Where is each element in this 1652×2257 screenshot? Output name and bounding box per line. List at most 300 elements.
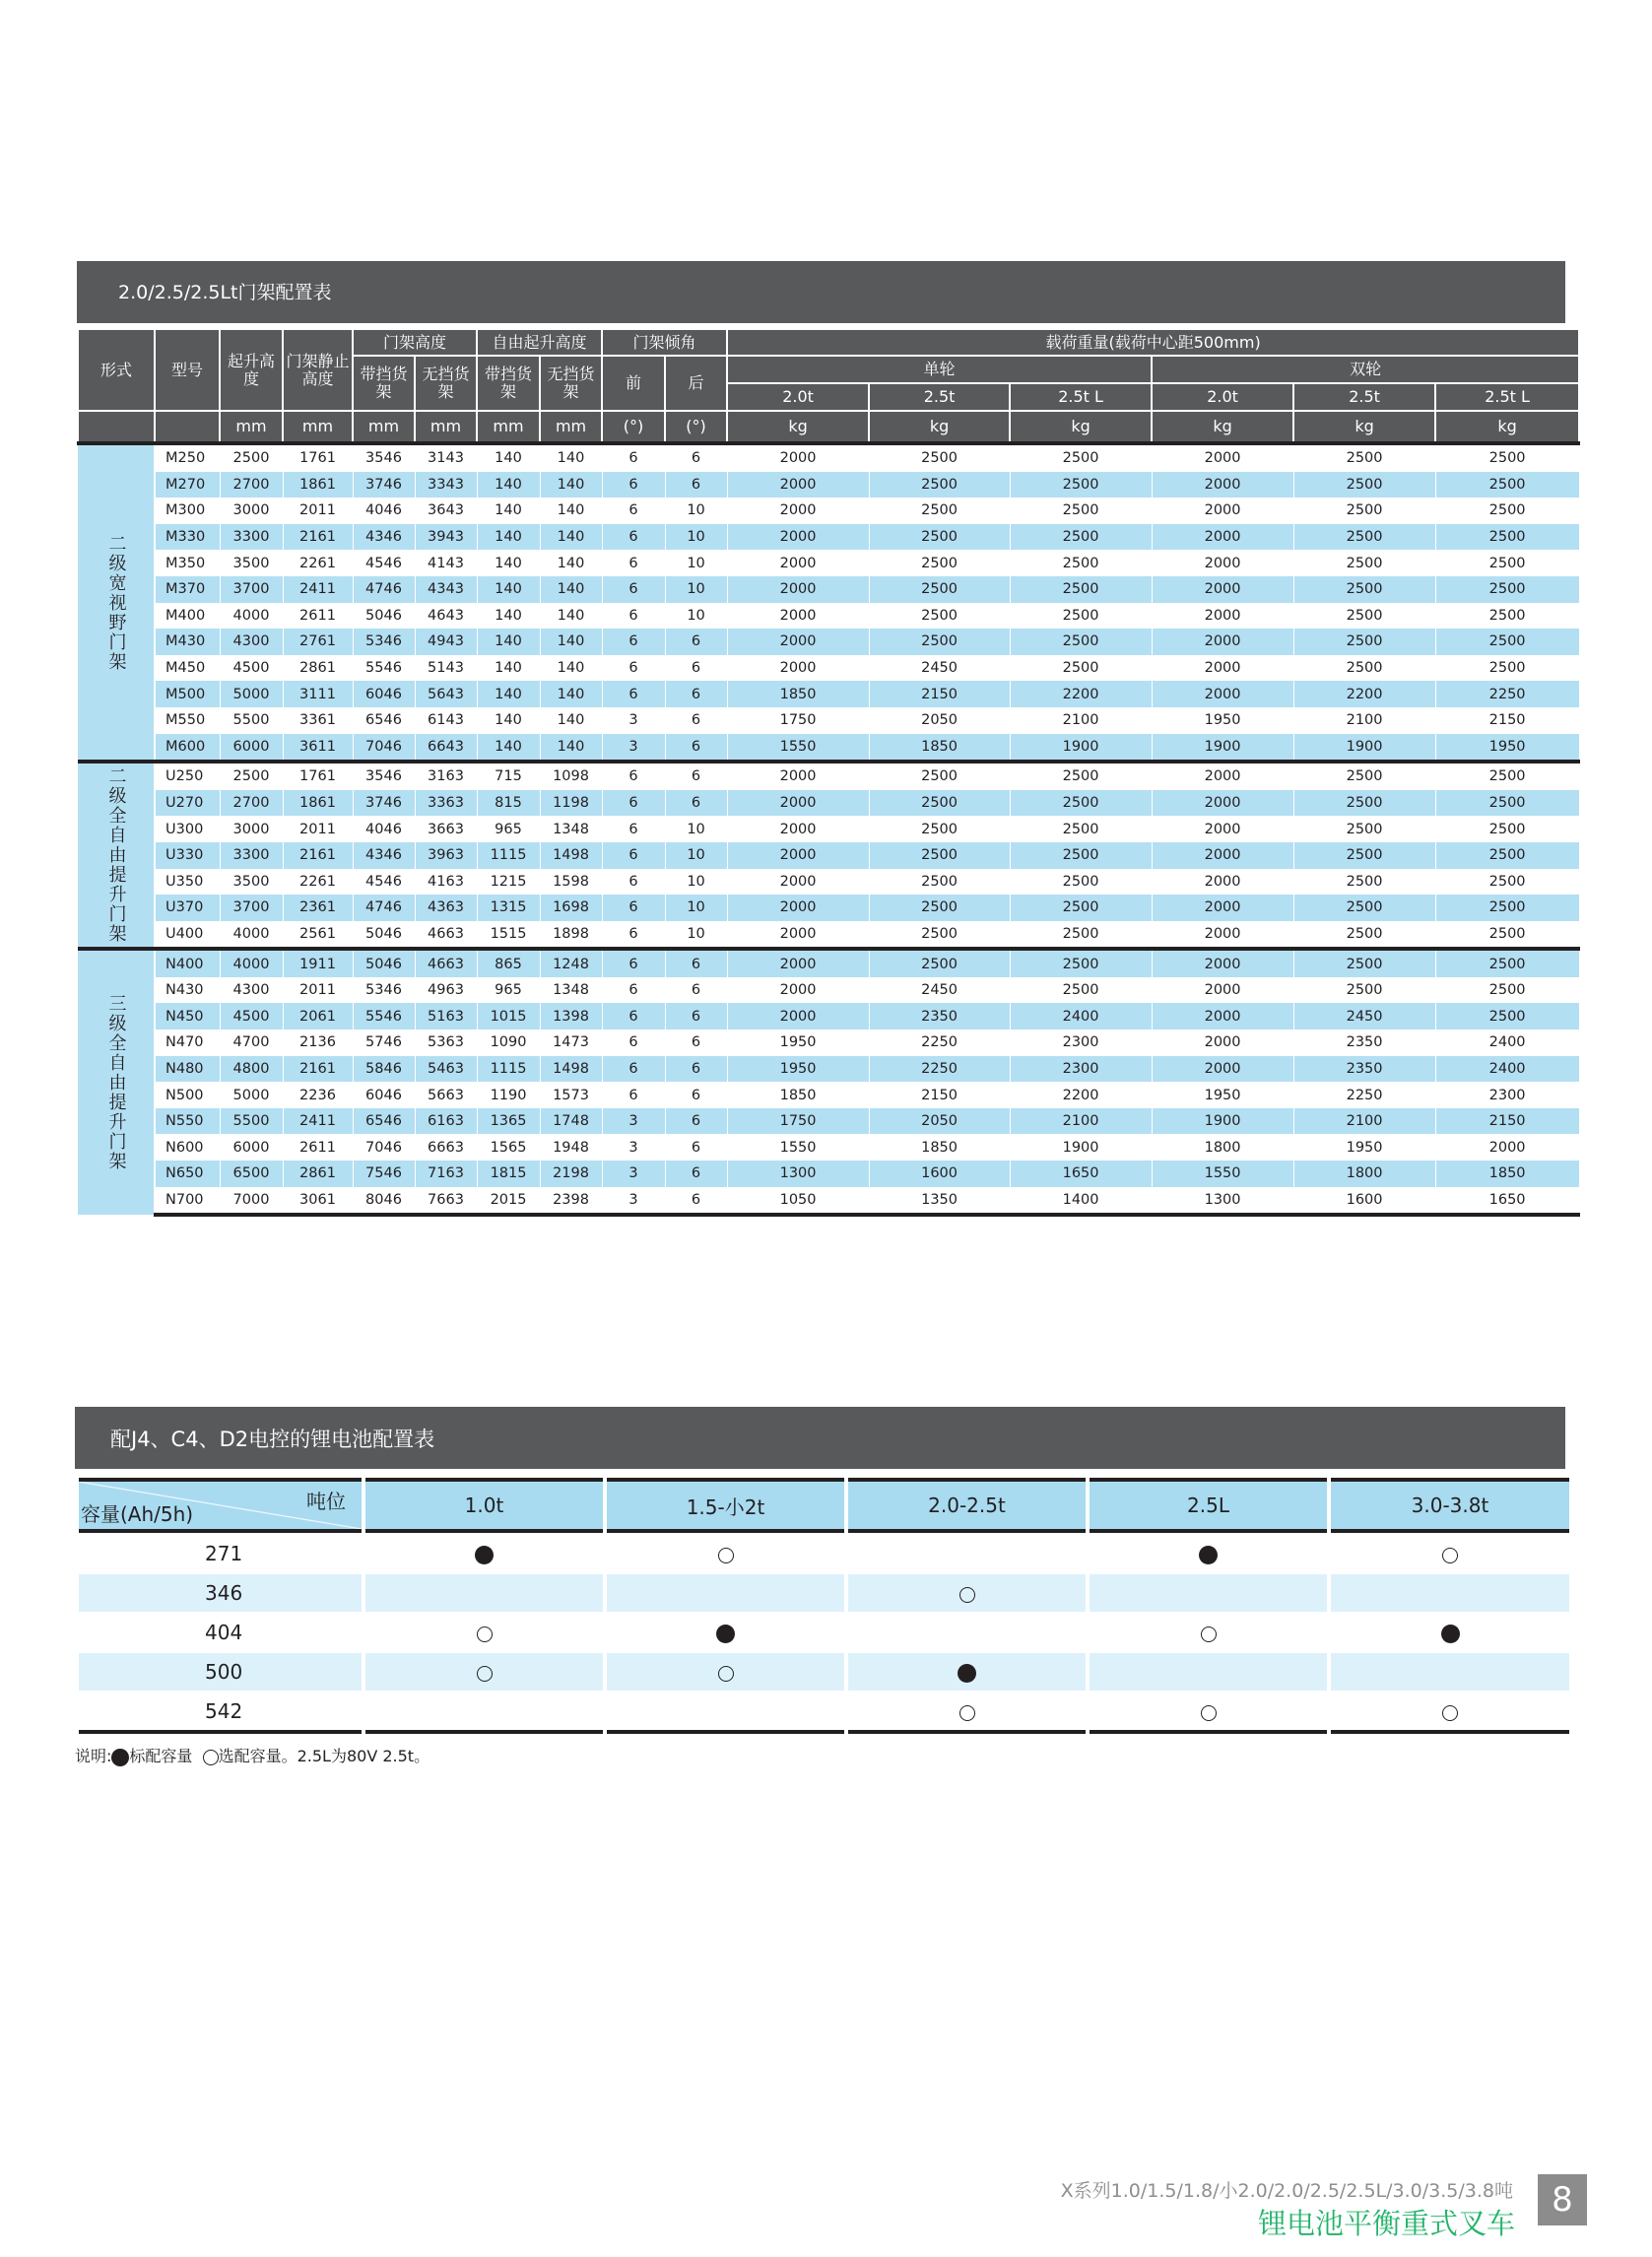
header-double-wheel: 双轮 xyxy=(1152,356,1579,383)
value-cell: 1800 xyxy=(1152,1134,1293,1161)
value-cell: 2500 xyxy=(1010,472,1152,498)
hollow-circle-icon xyxy=(718,1666,734,1682)
value-cell: 2500 xyxy=(869,603,1010,630)
value-cell: 6046 xyxy=(353,1082,415,1108)
mark-cell xyxy=(848,1533,1086,1572)
battery-col-header: 2.0-2.5t xyxy=(848,1478,1086,1533)
table-row xyxy=(78,842,1579,869)
battery-row xyxy=(79,1572,1569,1612)
value-cell: 2500 xyxy=(1010,977,1152,1004)
header-form: 形式 xyxy=(78,329,155,411)
value-cell: 965 xyxy=(477,816,540,842)
value-cell: 2061 xyxy=(283,1003,353,1029)
value-cell: 10 xyxy=(665,550,727,576)
battery-row xyxy=(79,1533,1569,1572)
value-cell: 2000 xyxy=(1152,629,1293,655)
value-cell: 1861 xyxy=(283,472,353,498)
value-cell: 6643 xyxy=(415,734,477,763)
value-cell: 1650 xyxy=(1435,1187,1579,1216)
value-cell: 2011 xyxy=(283,816,353,842)
value-cell: 1761 xyxy=(283,443,353,472)
value-cell: 6546 xyxy=(353,707,415,734)
value-cell: 140 xyxy=(477,707,540,734)
value-cell: 1348 xyxy=(540,816,602,842)
value-cell: 2500 xyxy=(1435,816,1579,842)
value-cell: 6 xyxy=(665,681,727,707)
mark-cell xyxy=(848,1691,1086,1734)
value-cell: 6 xyxy=(665,1161,727,1187)
table-row xyxy=(78,1134,1579,1161)
value-cell: 2500 xyxy=(1293,524,1435,551)
value-cell: 2000 xyxy=(1152,895,1293,921)
value-cell: 140 xyxy=(540,498,602,524)
value-cell: 6 xyxy=(665,1082,727,1108)
mark-cell xyxy=(1090,1572,1327,1612)
mark-cell xyxy=(365,1691,603,1734)
value-cell: 6 xyxy=(665,1029,727,1056)
table-row xyxy=(78,576,1579,603)
value-cell: 1573 xyxy=(540,1082,602,1108)
value-cell: 2500 xyxy=(869,524,1010,551)
table-row xyxy=(78,443,1579,472)
value-cell: 6 xyxy=(665,762,727,790)
legend-note xyxy=(75,1744,430,1766)
model-cell: M330 xyxy=(155,524,220,551)
header-cap-col: 2.0t xyxy=(727,383,869,411)
table-row xyxy=(78,816,1579,842)
header-unit-blank xyxy=(155,411,220,443)
value-cell: 2261 xyxy=(283,869,353,896)
value-cell: 2000 xyxy=(727,842,869,869)
value-cell: 6 xyxy=(665,790,727,817)
value-cell: 5163 xyxy=(415,1003,477,1029)
value-cell: 2500 xyxy=(1435,869,1579,896)
value-cell: 3500 xyxy=(220,869,283,896)
header-unit: mm xyxy=(540,411,602,443)
mast-table-header xyxy=(78,329,1579,443)
value-cell: 6 xyxy=(602,949,665,977)
value-cell: 140 xyxy=(477,524,540,551)
value-cell: 3163 xyxy=(415,762,477,790)
mark-cell xyxy=(607,1612,844,1651)
value-cell: 4746 xyxy=(353,576,415,603)
value-cell: 4343 xyxy=(415,576,477,603)
value-cell: 2861 xyxy=(283,1161,353,1187)
battery-table-body xyxy=(79,1533,1569,1734)
value-cell: 2000 xyxy=(727,790,869,817)
value-cell: 3111 xyxy=(283,681,353,707)
battery-table-title-bar xyxy=(75,1407,1565,1469)
value-cell: 1498 xyxy=(540,1056,602,1083)
value-cell: 2500 xyxy=(1293,977,1435,1004)
value-cell: 2500 xyxy=(1435,576,1579,603)
value-cell: 2000 xyxy=(1152,550,1293,576)
value-cell: 3 xyxy=(602,1108,665,1135)
value-cell: 2500 xyxy=(1435,498,1579,524)
value-cell: 4346 xyxy=(353,524,415,551)
value-cell: 10 xyxy=(665,576,727,603)
value-cell: 1950 xyxy=(1152,707,1293,734)
header-unit-blank xyxy=(78,411,155,443)
value-cell: 3746 xyxy=(353,790,415,817)
model-cell: M550 xyxy=(155,707,220,734)
header-mast-with-backrest: 带挡货架 xyxy=(353,356,415,411)
table-row xyxy=(78,734,1579,763)
hollow-circle-icon xyxy=(1201,1705,1217,1721)
value-cell: 2500 xyxy=(1010,603,1152,630)
value-cell: 3963 xyxy=(415,842,477,869)
value-cell: 5046 xyxy=(353,603,415,630)
value-cell: 1911 xyxy=(283,949,353,977)
value-cell: 2000 xyxy=(727,498,869,524)
table-row xyxy=(78,790,1579,817)
value-cell: 6 xyxy=(602,816,665,842)
value-cell: 140 xyxy=(540,472,602,498)
value-cell: 2000 xyxy=(1152,681,1293,707)
value-cell: 6546 xyxy=(353,1108,415,1135)
value-cell: 2500 xyxy=(869,550,1010,576)
value-cell: 2450 xyxy=(869,977,1010,1004)
model-cell: M300 xyxy=(155,498,220,524)
value-cell: 3300 xyxy=(220,842,283,869)
value-cell: 2500 xyxy=(869,869,1010,896)
value-cell: 6 xyxy=(602,443,665,472)
value-cell: 2150 xyxy=(869,1082,1010,1108)
value-cell: 2261 xyxy=(283,550,353,576)
value-cell: 2500 xyxy=(1293,949,1435,977)
value-cell: 1950 xyxy=(1293,1134,1435,1161)
value-cell: 4143 xyxy=(415,550,477,576)
value-cell: 2000 xyxy=(1152,524,1293,551)
table-row xyxy=(78,1003,1579,1029)
value-cell: 2500 xyxy=(869,472,1010,498)
value-cell: 6 xyxy=(665,1108,727,1135)
corner-capacity-label: 容量(Ah/5h) xyxy=(81,1502,194,1526)
value-cell: 6500 xyxy=(220,1161,283,1187)
mast-table-title-bar xyxy=(77,261,1565,323)
value-cell: 6 xyxy=(665,734,727,763)
value-cell: 6 xyxy=(665,655,727,682)
value-cell: 4500 xyxy=(220,1003,283,1029)
value-cell: 1090 xyxy=(477,1029,540,1056)
value-cell: 7546 xyxy=(353,1161,415,1187)
value-cell: 2500 xyxy=(869,576,1010,603)
value-cell: 4300 xyxy=(220,977,283,1004)
value-cell: 6 xyxy=(602,1029,665,1056)
value-cell: 2450 xyxy=(869,655,1010,682)
value-cell: 815 xyxy=(477,790,540,817)
header-model: 型号 xyxy=(155,329,220,411)
header-mast-height: 门架高度 xyxy=(353,329,477,356)
value-cell: 6 xyxy=(665,1187,727,1216)
value-cell: 140 xyxy=(477,734,540,763)
value-cell: 2198 xyxy=(540,1161,602,1187)
header-lowered-height: 门架静止高度 xyxy=(283,329,353,411)
value-cell: 2100 xyxy=(1010,707,1152,734)
value-cell: 6 xyxy=(602,655,665,682)
table-row xyxy=(78,977,1579,1004)
value-cell: 140 xyxy=(540,655,602,682)
value-cell: 2000 xyxy=(727,576,869,603)
value-cell: 2500 xyxy=(1010,869,1152,896)
value-cell: 140 xyxy=(477,655,540,682)
value-cell: 5500 xyxy=(220,1108,283,1135)
hollow-circle-icon xyxy=(203,1750,219,1765)
hollow-circle-icon xyxy=(1201,1626,1217,1642)
value-cell: 2500 xyxy=(1293,816,1435,842)
corner-tonnage-label: 吨位 xyxy=(306,1490,346,1513)
hollow-circle-icon xyxy=(959,1705,975,1721)
model-cell: U400 xyxy=(155,921,220,950)
model-cell: M350 xyxy=(155,550,220,576)
value-cell: 2000 xyxy=(727,816,869,842)
value-cell: 2500 xyxy=(869,816,1010,842)
value-cell: 2150 xyxy=(869,681,1010,707)
page-number: 8 xyxy=(1538,2174,1587,2225)
value-cell: 2000 xyxy=(727,550,869,576)
header-lift-height: 起升高度 xyxy=(220,329,283,411)
value-cell: 2761 xyxy=(283,629,353,655)
value-cell: 5546 xyxy=(353,1003,415,1029)
header-cap-col: 2.0t xyxy=(1152,383,1293,411)
value-cell: 2500 xyxy=(1293,895,1435,921)
value-cell: 3000 xyxy=(220,498,283,524)
value-cell: 3061 xyxy=(283,1187,353,1216)
value-cell: 10 xyxy=(665,895,727,921)
value-cell: 1300 xyxy=(1152,1187,1293,1216)
value-cell: 1800 xyxy=(1293,1161,1435,1187)
mark-cell xyxy=(1331,1691,1569,1734)
value-cell: 4700 xyxy=(220,1029,283,1056)
value-cell: 4546 xyxy=(353,550,415,576)
value-cell: 2000 xyxy=(727,869,869,896)
model-cell: U370 xyxy=(155,895,220,921)
value-cell: 2411 xyxy=(283,576,353,603)
mark-cell xyxy=(1331,1612,1569,1651)
value-cell: 2500 xyxy=(1293,576,1435,603)
value-cell: 6143 xyxy=(415,707,477,734)
value-cell: 6 xyxy=(602,550,665,576)
value-cell: 2500 xyxy=(1293,790,1435,817)
value-cell: 6 xyxy=(602,681,665,707)
value-cell: 2361 xyxy=(283,895,353,921)
value-cell: 6 xyxy=(665,949,727,977)
value-cell: 3 xyxy=(602,1161,665,1187)
value-cell: 3 xyxy=(602,1187,665,1216)
value-cell: 2500 xyxy=(1010,762,1152,790)
value-cell: 2000 xyxy=(727,921,869,950)
value-cell: 1815 xyxy=(477,1161,540,1187)
value-cell: 2400 xyxy=(1435,1056,1579,1083)
value-cell: 2000 xyxy=(727,603,869,630)
filled-circle-icon xyxy=(1199,1546,1218,1564)
header-tilt: 门架倾角 xyxy=(602,329,727,356)
value-cell: 6046 xyxy=(353,681,415,707)
value-cell: 4163 xyxy=(415,869,477,896)
value-cell: 2500 xyxy=(869,498,1010,524)
value-cell: 3 xyxy=(602,734,665,763)
value-cell: 10 xyxy=(665,498,727,524)
capacity-cell: 500 xyxy=(79,1651,362,1691)
value-cell: 2150 xyxy=(1435,707,1579,734)
value-cell: 2350 xyxy=(869,1003,1010,1029)
value-cell: 1600 xyxy=(1293,1187,1435,1216)
filled-circle-icon xyxy=(475,1546,494,1564)
value-cell: 2500 xyxy=(1010,949,1152,977)
value-cell: 3663 xyxy=(415,816,477,842)
value-cell: 1900 xyxy=(1010,1134,1152,1161)
value-cell: 6 xyxy=(665,1003,727,1029)
value-cell: 2250 xyxy=(869,1029,1010,1056)
hollow-circle-icon xyxy=(477,1626,493,1642)
value-cell: 1115 xyxy=(477,842,540,869)
value-cell: 1750 xyxy=(727,1108,869,1135)
hollow-circle-icon xyxy=(1442,1548,1458,1563)
filled-circle-icon xyxy=(958,1664,976,1683)
value-cell: 2000 xyxy=(1152,790,1293,817)
value-cell: 2000 xyxy=(727,762,869,790)
value-cell: 3300 xyxy=(220,524,283,551)
value-cell: 6 xyxy=(602,472,665,498)
header-unit: kg xyxy=(1152,411,1293,443)
value-cell: 6 xyxy=(602,762,665,790)
value-cell: 3643 xyxy=(415,498,477,524)
value-cell: 4943 xyxy=(415,629,477,655)
value-cell: 1861 xyxy=(283,790,353,817)
value-cell: 2500 xyxy=(220,762,283,790)
value-cell: 2100 xyxy=(1010,1108,1152,1135)
header-unit: mm xyxy=(415,411,477,443)
group-label-text: 二级宽视野门架 xyxy=(105,533,127,672)
value-cell: 2500 xyxy=(1010,498,1152,524)
value-cell: 2000 xyxy=(1435,1134,1579,1161)
value-cell: 2500 xyxy=(1293,869,1435,896)
value-cell: 2000 xyxy=(1152,762,1293,790)
value-cell: 2136 xyxy=(283,1029,353,1056)
value-cell: 1748 xyxy=(540,1108,602,1135)
model-cell: U270 xyxy=(155,790,220,817)
value-cell: 2500 xyxy=(1010,655,1152,682)
value-cell: 2500 xyxy=(1010,443,1152,472)
value-cell: 2500 xyxy=(1435,524,1579,551)
value-cell: 2500 xyxy=(869,949,1010,977)
value-cell: 3611 xyxy=(283,734,353,763)
value-cell: 6000 xyxy=(220,734,283,763)
header-free-lift: 自由起升高度 xyxy=(477,329,602,356)
value-cell: 4663 xyxy=(415,949,477,977)
table-row xyxy=(78,1056,1579,1083)
value-cell: 1698 xyxy=(540,895,602,921)
value-cell: 2500 xyxy=(1435,977,1579,1004)
capacity-cell: 542 xyxy=(79,1691,362,1734)
value-cell: 1015 xyxy=(477,1003,540,1029)
mark-cell xyxy=(1090,1612,1327,1651)
value-cell: 2000 xyxy=(1152,603,1293,630)
header-unit: mm xyxy=(353,411,415,443)
value-cell: 2250 xyxy=(1435,681,1579,707)
value-cell: 6 xyxy=(602,869,665,896)
model-cell: U330 xyxy=(155,842,220,869)
value-cell: 1565 xyxy=(477,1134,540,1161)
value-cell: 2500 xyxy=(869,842,1010,869)
value-cell: 2700 xyxy=(220,790,283,817)
capacity-cell: 271 xyxy=(79,1533,362,1572)
footer-product-title: 锂电池平衡重式叉车 xyxy=(1257,2207,1515,2240)
filled-circle-icon xyxy=(111,1749,129,1766)
value-cell: 1315 xyxy=(477,895,540,921)
value-cell: 4663 xyxy=(415,921,477,950)
value-cell: 2000 xyxy=(727,524,869,551)
value-cell: 2450 xyxy=(1293,1003,1435,1029)
value-cell: 1190 xyxy=(477,1082,540,1108)
value-cell: 6 xyxy=(602,629,665,655)
value-cell: 2500 xyxy=(1435,603,1579,630)
value-cell: 1950 xyxy=(727,1056,869,1083)
header-unit: (°) xyxy=(602,411,665,443)
header-unit: kg xyxy=(869,411,1010,443)
value-cell: 1850 xyxy=(727,681,869,707)
table-row xyxy=(78,949,1579,977)
battery-row xyxy=(79,1651,1569,1691)
group-label-text: 二级全自由提升门架 xyxy=(105,766,127,945)
value-cell: 2700 xyxy=(220,472,283,498)
value-cell: 6 xyxy=(665,977,727,1004)
value-cell: 2000 xyxy=(727,949,869,977)
value-cell: 2000 xyxy=(727,472,869,498)
value-cell: 3361 xyxy=(283,707,353,734)
value-cell: 1300 xyxy=(727,1161,869,1187)
value-cell: 4546 xyxy=(353,869,415,896)
mark-cell xyxy=(365,1572,603,1612)
header-cap-col: 2.5t L xyxy=(1435,383,1579,411)
value-cell: 2000 xyxy=(1152,949,1293,977)
value-cell: 2300 xyxy=(1435,1082,1579,1108)
footer-series-text: X系列1.0/1.5/1.8/小2.0/2.0/2.5/2.5L/3.0/3.5/3.8吨 xyxy=(1060,2180,1513,2202)
table-row xyxy=(78,921,1579,950)
value-cell: 140 xyxy=(477,681,540,707)
value-cell: 10 xyxy=(665,842,727,869)
value-cell: 6 xyxy=(602,576,665,603)
mark-cell xyxy=(607,1533,844,1572)
value-cell: 2000 xyxy=(727,1003,869,1029)
value-cell: 10 xyxy=(665,524,727,551)
value-cell: 2000 xyxy=(1152,921,1293,950)
battery-col-header: 3.0-3.8t xyxy=(1331,1478,1569,1533)
value-cell: 2500 xyxy=(869,762,1010,790)
value-cell: 2250 xyxy=(1293,1082,1435,1108)
mark-cell xyxy=(1331,1572,1569,1612)
table-row xyxy=(78,895,1579,921)
value-cell: 2250 xyxy=(869,1056,1010,1083)
value-cell: 1515 xyxy=(477,921,540,950)
value-cell: 6 xyxy=(602,921,665,950)
table-row xyxy=(78,681,1579,707)
value-cell: 2300 xyxy=(1010,1056,1152,1083)
value-cell: 5363 xyxy=(415,1029,477,1056)
header-tilt-rear: 后 xyxy=(665,356,727,411)
value-cell: 7163 xyxy=(415,1161,477,1187)
value-cell: 2000 xyxy=(1152,576,1293,603)
value-cell: 4046 xyxy=(353,498,415,524)
value-cell: 1948 xyxy=(540,1134,602,1161)
model-cell: N550 xyxy=(155,1108,220,1135)
header-cap-col: 2.5t L xyxy=(1010,383,1152,411)
value-cell: 1850 xyxy=(869,734,1010,763)
model-cell: N600 xyxy=(155,1134,220,1161)
value-cell: 1950 xyxy=(727,1029,869,1056)
mark-cell xyxy=(1331,1651,1569,1691)
value-cell: 2161 xyxy=(283,842,353,869)
